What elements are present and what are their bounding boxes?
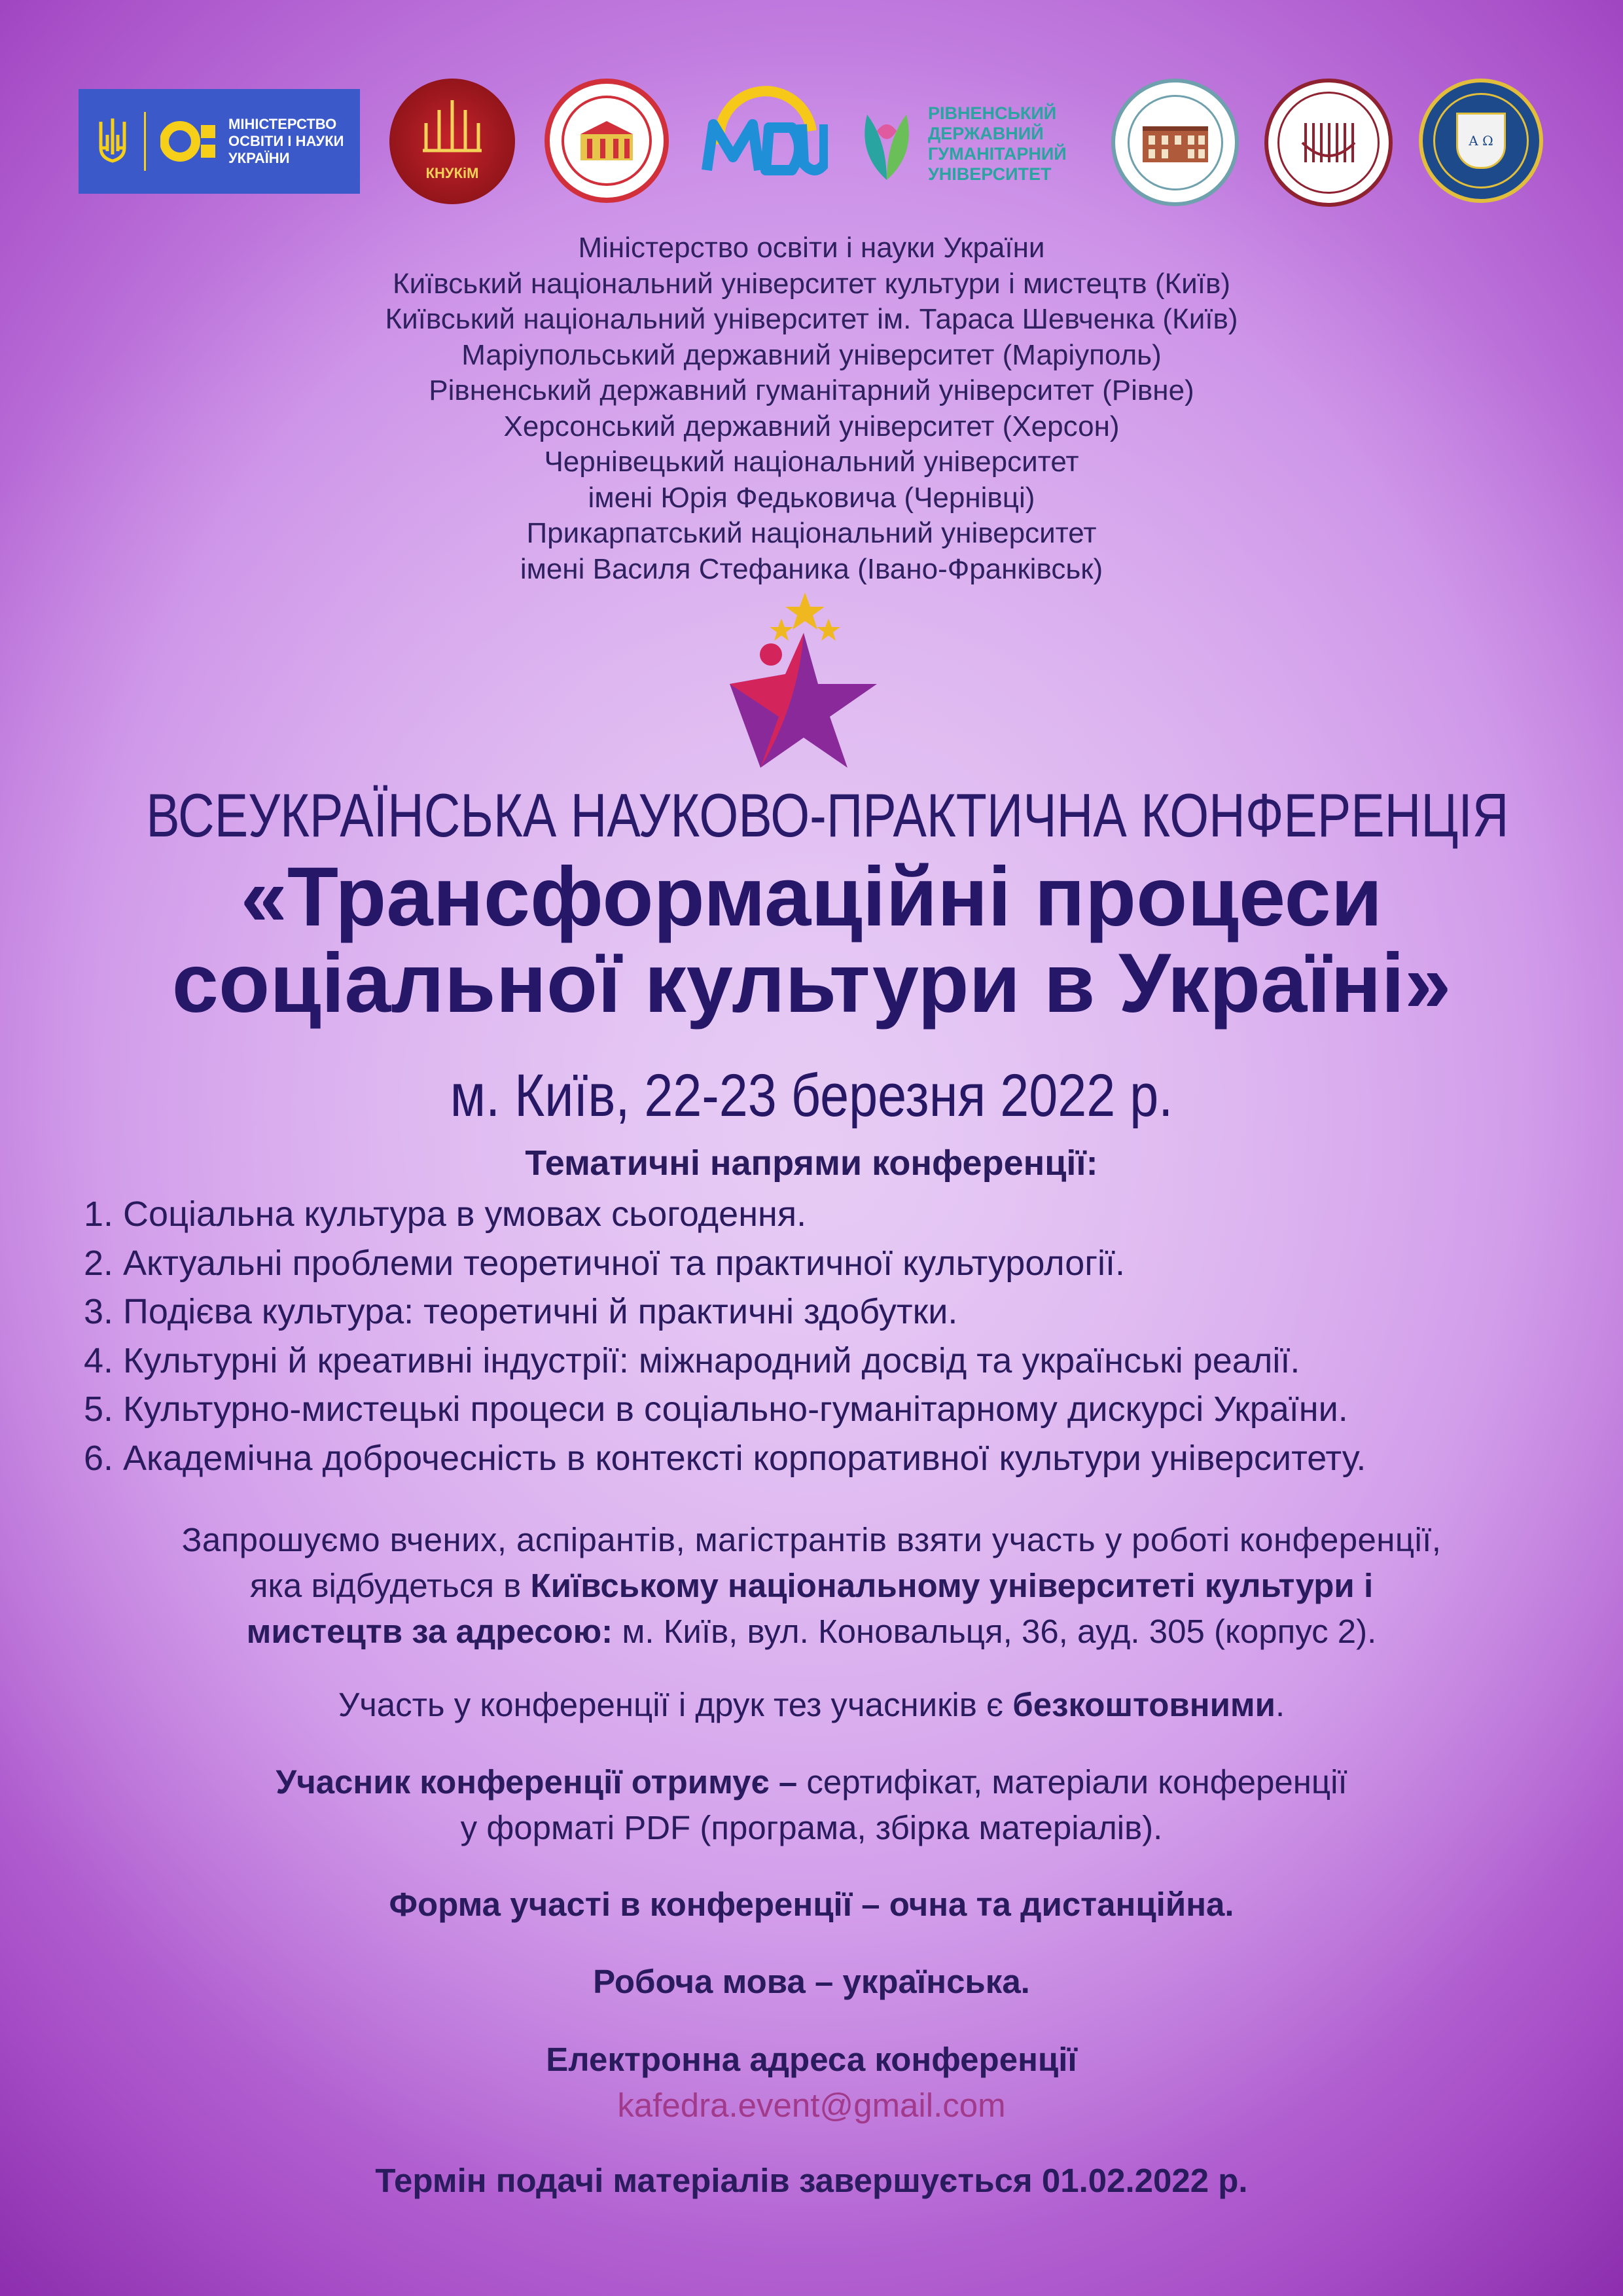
chnu-logo [1264, 79, 1393, 207]
topic-item: 3. Подієва культура: теоретичні й практичні здобутки. [84, 1292, 958, 1331]
knukim-logo-text: КНУКіМ [425, 165, 479, 181]
khsu-building-icon [1139, 120, 1211, 166]
venue-name: Київському національному університеті культури і [530, 1567, 1374, 1604]
organizer-line: Чернівецький національний університет [544, 446, 1079, 478]
invitation-line [0, 1563, 1623, 1609]
conference-date-place: м. Київ, 22-23 березня 2022 р. [450, 1062, 1173, 1129]
venue-address: м. Київ, вул. Коновальця, 36, ауд. 305 (корпус 2). [613, 1613, 1377, 1650]
invitation-line [0, 1609, 1623, 1655]
conference-title-line: соціальної культури в Україні» [171, 937, 1452, 1030]
email-link[interactable]: kafedra.event@gmail.com [617, 2087, 1006, 2124]
star-emblem-icon [720, 592, 890, 769]
working-language: Робоча мова – українська. [593, 1963, 1030, 2000]
rdgu-logo [851, 95, 1073, 193]
organizer-line: Київський національний університет ім. Тараса Шевченка (Київ) [385, 303, 1238, 335]
organizer-line: Маріупольський державний університет (Маріуполь) [461, 338, 1162, 371]
invitation-plain: яка відбудеться в [249, 1567, 531, 1604]
email-block [0, 2037, 1623, 2128]
certificate-line [0, 1759, 1623, 1805]
chnu-emblem-icon [1299, 117, 1358, 169]
organizer-line: Київський національний університет культури і мистецтв (Київ) [392, 267, 1231, 300]
email-heading: Електронна адреса конференції [546, 2041, 1077, 2078]
logos-row [0, 79, 1623, 209]
invitation-text [0, 1517, 1623, 1655]
organizer-line: Міністерство освіти і науки України [578, 232, 1045, 264]
free-bold: безкоштовними [1012, 1686, 1276, 1723]
organizer-line: Прикарпатський національний університет [526, 517, 1097, 549]
topic-item: 5. Культурно-мистецькі процеси в соціально-гуманітарному дискурсі України. [84, 1390, 1348, 1429]
rdgu-logo-text: РІВНЕНСЬКИЙ ДЕРЖАВНИЙ ГУМАНІТАРНИЙ УНІВЕРСИТЕТ [928, 103, 1067, 184]
knu-building-icon [577, 118, 636, 164]
organizers-list [0, 230, 1623, 587]
topic-item: 6. Академічна доброчесність в контексті корпоративної культури університету. [84, 1438, 1366, 1478]
free-participation-text [0, 1682, 1623, 1728]
free-plain: Участь у конференції і друк тез учасників є [338, 1686, 1013, 1723]
pnu-shield: A Ω [1456, 113, 1506, 169]
ministry-logo-text: МІНІСТЕРСТВО ОСВІТИ І НАУКИ УКРАЇНИ [228, 116, 344, 166]
topic-item: 2. Актуальні проблеми теоретичної та практичної культурології. [84, 1243, 1126, 1283]
certificate-bold: Учасник конференції отримує – [276, 1763, 798, 1801]
conference-title-line: «Трансформаційні процеси [240, 850, 1383, 944]
certificate-plain: сертифікат, матеріали конференції [797, 1763, 1347, 1801]
conference-type: ВСЕУКРАЇНСЬКА НАУКОВО-ПРАКТИЧНА КОНФЕРЕНЦІЯ [146, 781, 1509, 850]
free-participation-line [0, 1682, 1623, 1728]
topics-list [84, 1190, 1589, 1482]
knukim-emblem-icon [416, 97, 488, 162]
mdu-logo [694, 85, 828, 196]
certificate-line: у форматі PDF (програма, збірка матеріалів). [460, 1809, 1163, 1846]
free-end: . [1275, 1686, 1285, 1723]
participation-form: Форма участі в конференції – очна та дистанційна. [389, 1886, 1234, 1923]
knu-shevchenko-logo [544, 79, 669, 203]
pnu-logo [1419, 79, 1543, 203]
organizer-line: Рівненський державний гуманітарний університет (Рівне) [429, 374, 1194, 406]
ministry-emblem-icon [160, 118, 219, 164]
topics-heading: Тематичні напрями конференції: [525, 1143, 1098, 1183]
rdgu-leaf-icon [851, 101, 923, 187]
organizer-line: імені Юрія Федьковича (Чернівці) [588, 481, 1035, 514]
venue-name: мистецтв за адресою: [246, 1613, 613, 1650]
organizer-line: імені Василя Стефаника (Івано-Франківськ) [520, 552, 1103, 585]
khsu-logo [1111, 79, 1239, 206]
certificate-text [0, 1759, 1623, 1851]
topic-item: 4. Культурні й креативні індустрії: міжнародний досвід та українські реалії. [84, 1340, 1300, 1380]
organizer-line: Херсонський державний університет (Херсон) [503, 410, 1120, 442]
ministry-logo [79, 89, 360, 194]
trident-icon [93, 115, 132, 168]
ministry-separator [144, 112, 146, 171]
conference-title [0, 850, 1623, 1030]
topic-item: 1. Соціальна культура в умовах сьогодення. [84, 1194, 807, 1234]
knukim-logo [389, 79, 515, 204]
invitation-line: Запрошуємо вчених, аспірантів, магістрантів взяти участь у роботі конференції, [181, 1521, 1442, 1558]
submission-deadline: Термін подачі матеріалів завершується 01.02.2022 р. [375, 2162, 1248, 2199]
